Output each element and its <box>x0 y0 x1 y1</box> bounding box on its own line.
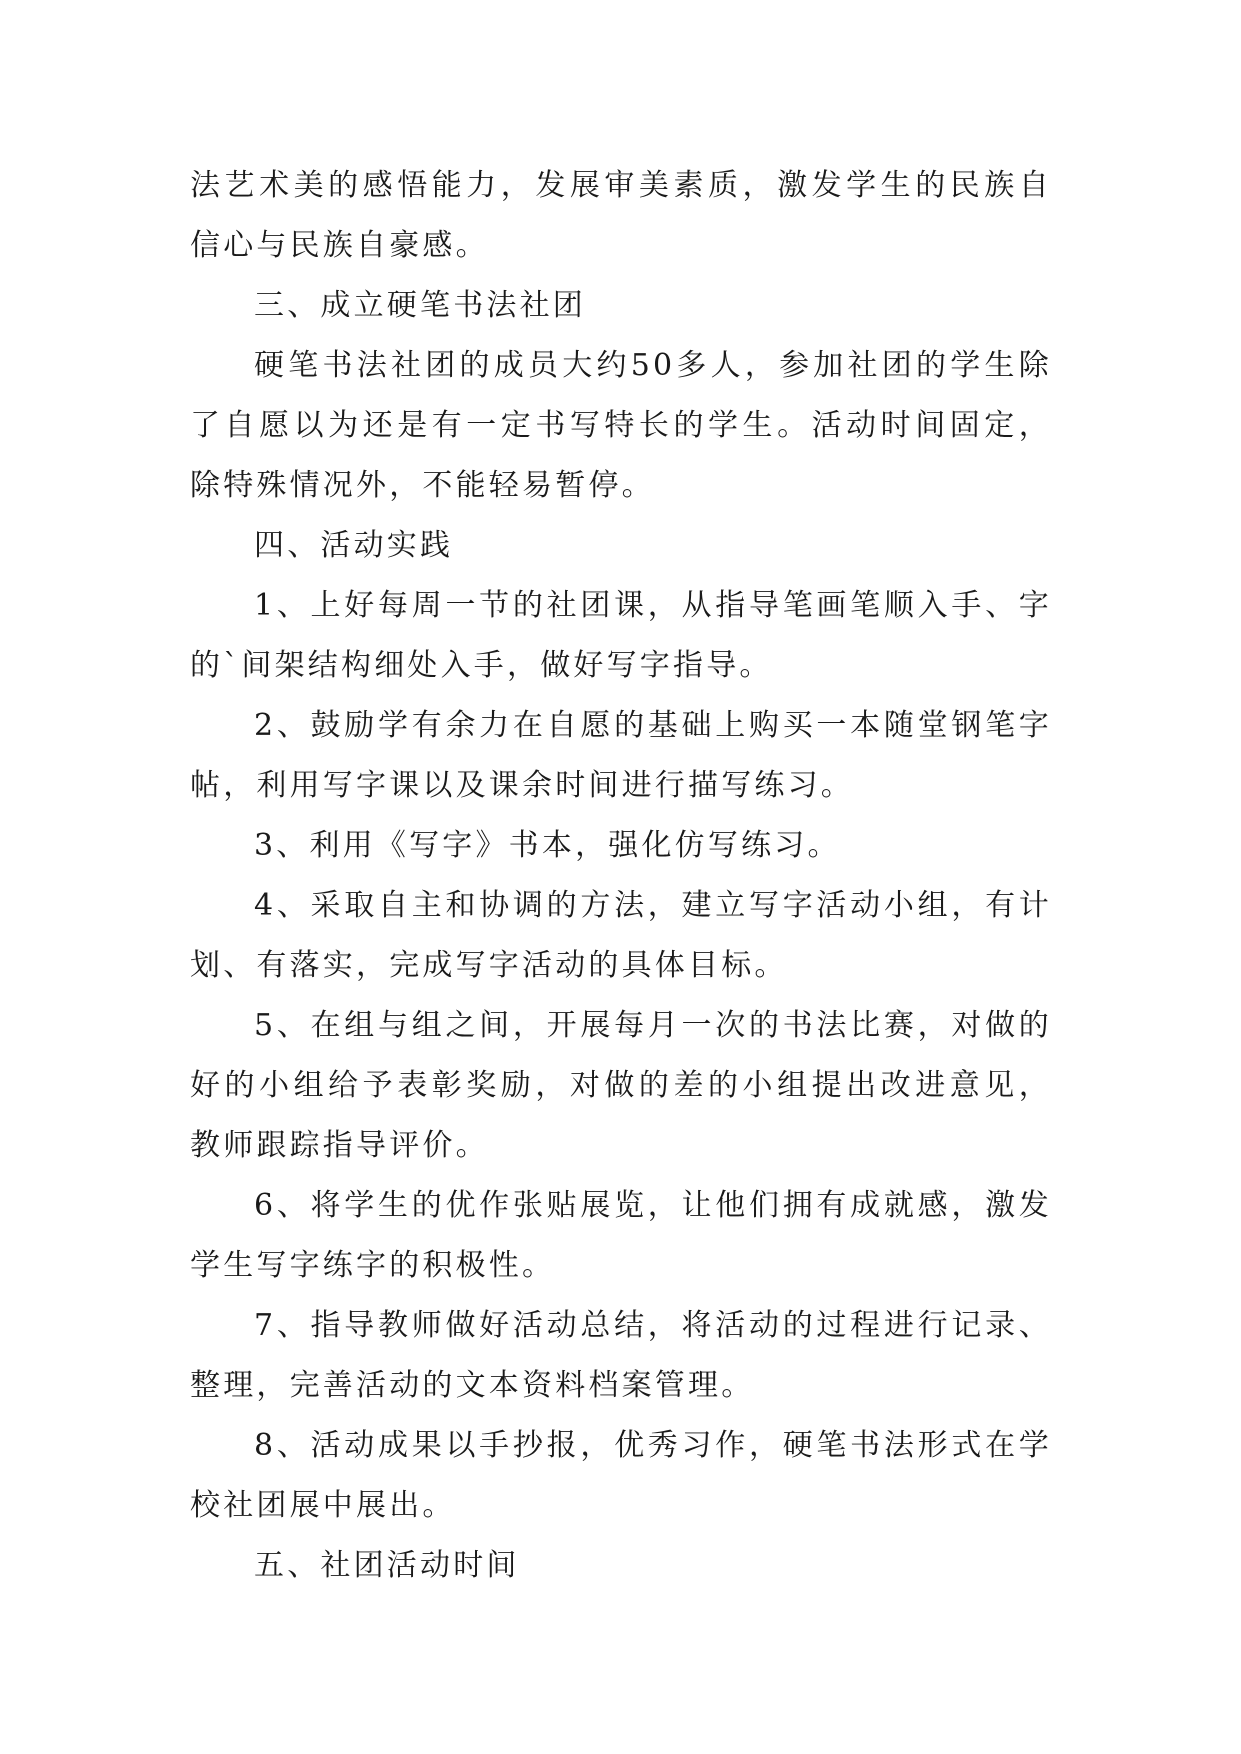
list-item-1: 1、上好每周一节的社团课，从指导笔画笔顺入手、字的`间架结构细处入手，做好写字指导。 <box>190 588 1052 683</box>
list-item-6: 6、将学生的优作张贴展览，让他们拥有成就感，激发学生写字练字的积极性。 <box>190 1188 1052 1283</box>
paragraph-continuation: 法艺术美的感悟能力，发展审美素质，激发学生的民族自信心与民族自豪感。 <box>190 168 1052 263</box>
paragraph-club-members: 硬笔书法社团的成员大约50多人，参加社团的学生除了自愿以为还是有一定书写特长的学生。活动时间固定，除特殊情况外，不能轻易暂停。 <box>190 348 1052 503</box>
list-item-2: 2、鼓励学有余力在自愿的基础上购买一本随堂钢笔字帖，利用写字课以及课余时间进行描写练习。 <box>190 708 1052 803</box>
list-item-8: 8、活动成果以手抄报，优秀习作，硬笔书法形式在学校社团展中展出。 <box>190 1428 1052 1523</box>
section-heading-4: 四、活动实践 <box>254 528 454 563</box>
section-heading-5: 五、社团活动时间 <box>254 1548 520 1583</box>
list-item-5: 5、在组与组之间，开展每月一次的书法比赛，对做的好的小组给予表彰奖励，对做的差的小组提出改进意见，教师跟踪指导评价。 <box>190 1008 1052 1163</box>
document-body <box>190 156 1052 1596</box>
list-item-3: 3、利用《写字》书本，强化仿写练习。 <box>254 828 841 863</box>
list-item-4: 4、采取自主和协调的方法，建立写字活动小组，有计划、有落实，完成写字活动的具体目标。 <box>190 888 1052 983</box>
list-item-7: 7、指导教师做好活动总结，将活动的过程进行记录、整理，完善活动的文本资料档案管理。 <box>190 1308 1052 1403</box>
section-heading-3: 三、成立硬笔书法社团 <box>254 288 586 323</box>
